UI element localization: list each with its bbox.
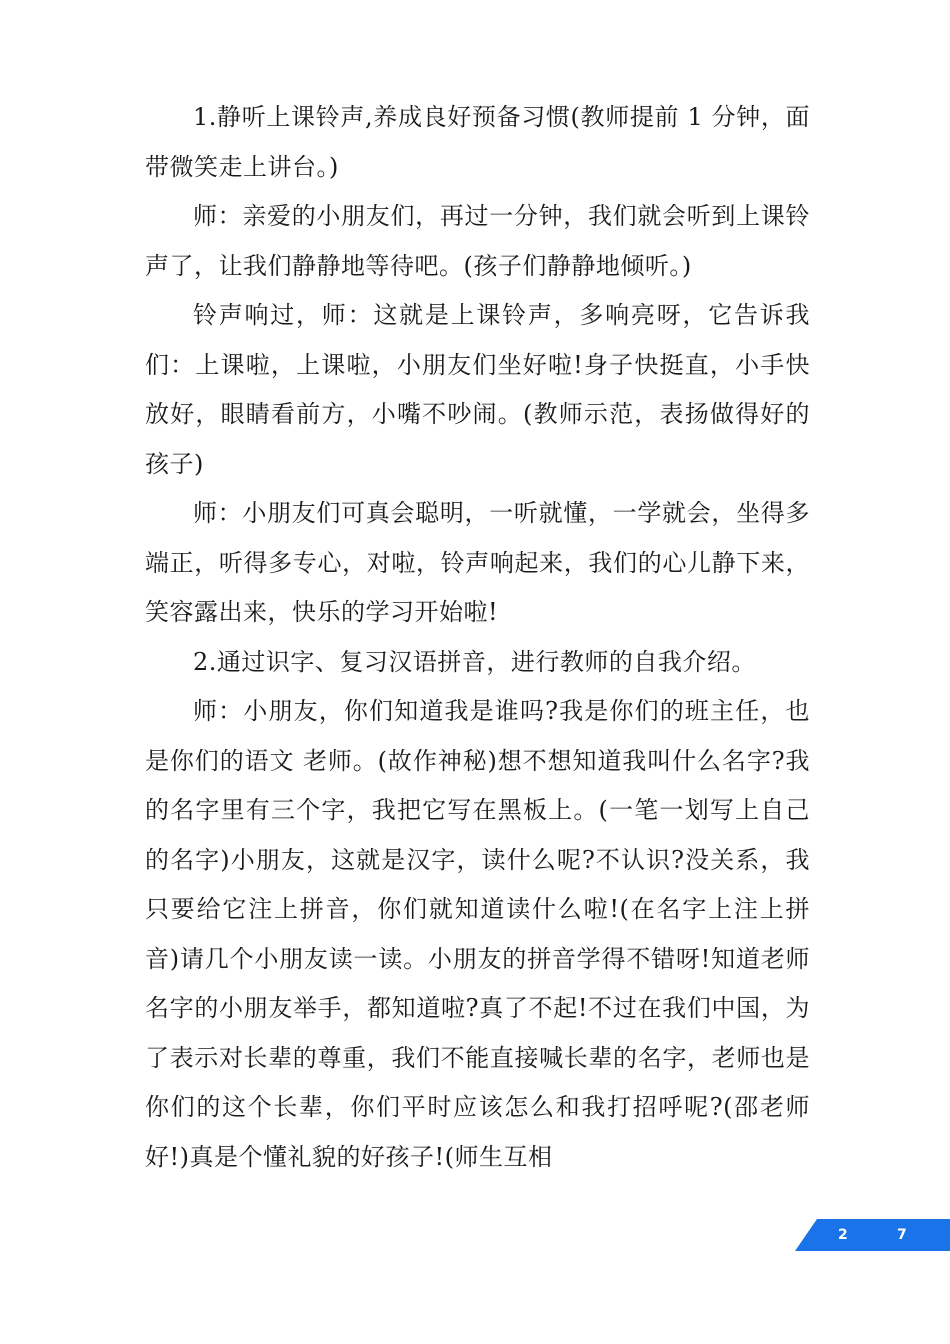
paragraph-bell-rang: 铃声响过，师：这就是上课铃声，多响亮呀，它告诉我们：上课啦，上课啦，小朋友们坐好啦!身子快挺直，小手快放好，眼睛看前方，小嘴不吵闹。(教师示范，表扬做得好的孩子) bbox=[145, 301, 810, 478]
paragraph-bell-habit: 1.静听上课铃声,养成良好预备习惯(教师提前 1 分钟，面带微笑走上讲台。) bbox=[145, 103, 810, 181]
current-page-number: 2 bbox=[838, 1227, 848, 1243]
page-number-tab bbox=[795, 1219, 950, 1251]
total-page-count: 7 bbox=[897, 1227, 907, 1243]
paragraph-teacher-praise: 师：小朋友们可真会聪明，一听就懂，一学就会，坐得多端正，听得多专心，对啦，铃声响起来，我们的心儿静下来，笑容露出来，快乐的学习开始啦! bbox=[145, 499, 810, 626]
paragraph-self-introduction: 师：小朋友，你们知道我是谁吗?我是你们的班主任，也是你们的语文 老师。(故作神秘)想不想知道我叫什么名字?我的名字里有三个字，我把它写在黑板上。(一笔一划写上自己的名字)小朋友，这就是汉字，读什么呢?不认识?没关系，我只要给它注上拼音，你们就知道读什么啦!(在名字上注上拼音)请几个小朋友读一读。小朋友的拼音学得不错呀!知道老师名字的小朋友举手，都知道啦?真了不起!不过在我们中国，为了表示对长辈的尊重，我们不能直接喊长辈的名字，老师也是你们的这个长辈，你们平时应该怎么和我打招呼呢?(邵老师好!)真是个懂礼貌的好孩子!(师生互相 bbox=[145, 697, 810, 1171]
paragraph-pinyin-intro: 2.通过识字、复习汉语拼音，进行教师的自我介绍。 bbox=[193, 647, 756, 676]
document-body bbox=[145, 93, 810, 1182]
paragraph-teacher-greeting: 师：亲爱的小朋友们，再过一分钟，我们就会听到上课铃声了，让我们静静地等待吧。(孩子们静静地倾听。) bbox=[145, 202, 810, 280]
